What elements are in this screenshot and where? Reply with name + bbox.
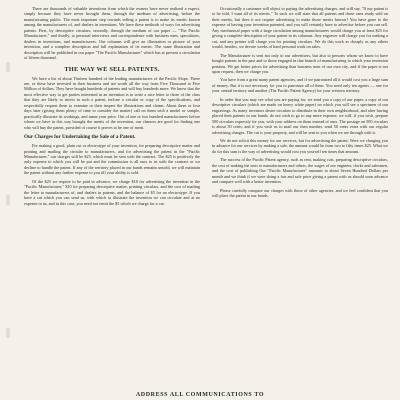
left-column	[24, 6, 200, 394]
charges-paragraph: Of the $25 we require to be paid in advance, we charge $10 for advertising the invention in the "Pacific Manufacturer," $10 for preparing descriptive matter, printing circulars, and the cost of mailing the letter to manufacturers of, and dealers in patents, and the balance of $5 for an electrotype. If you have a cut which you can send us, with which to illustrate the invention we can circulate and at no expense to us, and in this case, you need not remit the $5 which we charge for a cut.	[24, 178, 200, 206]
binding-hole	[6, 62, 10, 72]
body-paragraph: The Manufacturer is sent not only to our advertisers, but also to persons whom we know to have bought patents in the past and to those engaged in that branch of manufacturing to which your invention pertains. We get better prices for advertising than business men of our own city, and if the paper is not upon request, then we charge you.	[212, 52, 388, 74]
footer-address-line: ADDRESS ALL COMMUNICATIONS TO	[135, 392, 265, 398]
body-paragraph: In order that you may see what you are paying for, we send you a copy of our paper, a copy of our descriptive circulars (which are made on heavy white paper) on which you will see a specimen of our engravings. As many inventors desire circulars to distribute in their own neighborhood, and after having placed their patents in our hands, do not wish to go to any more expense, we will, if you wish, prepare 500 circulars expressly for you, with your address on them instead of ours. The postage on 500 circulars is about 50 cents, and if you wish us to mail our then number, send 50 cents extra with our regular advertising charges. The cut is your property, and will be sent to you when we are through with it.	[212, 96, 388, 135]
body-paragraph: You have from a great many patent agencies, and if we patronized all it would cost you a large sum of money. But it is not necessary for you to patronize all of them. You need only ten agents — one for your central territory and another (The Pacific Patent Agency) for your western territory.	[212, 77, 388, 94]
body-paragraph: We do not solicit this money for our services, but for advertising the patent. Were we charging you in advance for our services by making a sale, the amount would be from two to fifty times $25. What we do for this sum is the way of advertising would cost you yourself ten times that amount.	[212, 137, 388, 154]
heading-sell-patents: THE WAY WE SELL PATENTS.	[64, 65, 160, 73]
body-paragraph: Please carefully compare our charges with those of other agencies, and we feel confident that you will place the patent in our hands.	[212, 187, 388, 199]
body-paragraph: The success of the Pacific Patent agency, such as rent, making cuts, preparing descriptive circulars, the cost of making the tests to manufacturers and others, the wages of our engineer, clerks and salesmen, and the cost of publishing Our "Pacific Manufacturer" amounts to about Seven Hundred Dollars per month and we think if we were doing a fair and safe price giving a patent with us should soon advance and compare well with a better invention.	[212, 157, 388, 185]
heading-charges: Our Charges for Undertaking the Sale of a Patent.	[24, 134, 136, 141]
binding-hole	[6, 328, 10, 338]
text-columns	[24, 6, 388, 394]
binding-gutter	[6, 0, 12, 400]
charges-paragraph: For making a good, plain cut or electrotype of your invention, for preparing descriptive matter and printing and mailing the circular to manufacturers, and for advertising the patent in the "Pacific Manufacturer," our charges will be $25, which must be sent with the contract. The $25 is positively the only expense to which you will be put and the commission is all ours to us with the contract or we decline to handle the patent. If any of the territory placed in our hands remains unsold, we will maintain the patent without any further expense to you till your ability is sold.	[24, 143, 200, 176]
right-column	[212, 6, 388, 394]
body-paragraph: Occasionally a customer will object to paying the advertising charges, and will say, "If my patent is to be sold, I want all of its merits." To such we will state that all patents and those ones ready sold on their merits, but does it not require advertising to make those merits known? You have gone to the expense of having your invention patented, and you will certainly have to advertise before you can sell. Any mechanical paper with a large circulation among manufacturers would charge you at least $25 for giving a complete description of your patent in its columns. Any engraver will charge you for making a cut, and any printer will charge you for printing circulars. We do this work as cheaply as any others would, besides, we devote weeks of hard personal work on sales.	[212, 6, 388, 50]
binding-hole	[6, 195, 10, 205]
intro-paragraph: There are thousands of valuable inventions from which the owners have never realized a expect, simply because they have never brought them, through the medium of advertising, before the manufacturing public. The most important step towards selling a patent is to make its merits known among the manufacturers of, and dealers in inventions. We have these methods of ways for advertising patents. First, by descriptive circulars, secondly, through the medium of our paper — "The Pacific Manufacturer," and thirdly, to personal interviews and correspondence with business men, speculators, dealers in inventions, and manufacturers. Our columns will give an illustration or picture of your invention, and a complete description and full explanation of its merits. The same illustration and description will be published in our paper "The Pacific Manufacturer" which has at present a circulation of fifteen thousand.	[24, 6, 200, 61]
sell-paragraph: We have a list of about Thirteen hundred of the leading manufacturers of the Pacific Slope. These are, or these have invested in their business and are worth all the way from Five Thousand to Five Million of dollars. They have bought hundreds of patents and will buy hundreds more. We know that the most effective way to get parties interested in an invention is to write a nice letter to those of the class that they are likely to invest in such a patent, inclose a circular or copy of the specifications, and respectfully request them to examine or their inspect the illustrations and claims. About three or four days later (giving them plenty of time to consider the matter) call on them with a model or sample, practically illustrate its workings, and name your price. Out of one or two hundred manufacturers before whom we have in this way brought the merits of the invention, our chances are good for finding one who will buy the patent, provided of course it proves to be one of merit.	[24, 75, 200, 130]
